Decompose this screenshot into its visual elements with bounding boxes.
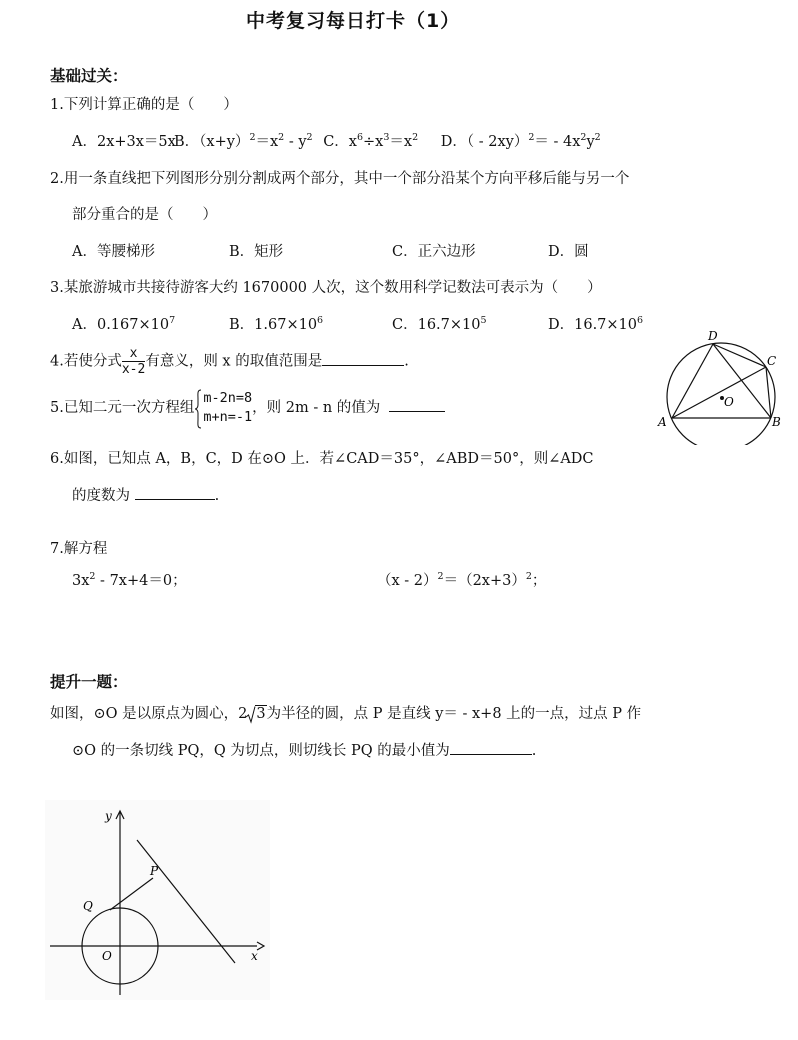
circle-figure	[655, 325, 785, 445]
label-x: x	[251, 949, 258, 963]
question-7-stem: 7.解方程	[50, 541, 108, 557]
label-q: Q	[83, 899, 93, 913]
q1-option-d: D．（ - $2xy)^2= - 4x^2y^2$	[440, 132, 601, 150]
label-y: y	[105, 809, 112, 823]
brace-icon	[194, 389, 202, 429]
q6-answer-blank[interactable]	[135, 485, 215, 500]
q4-fraction: $\frac{x}{x-2}$	[121, 346, 146, 377]
q2-option-a: A．等腰梯形	[72, 244, 155, 260]
q3-option-a: A．$0.167\times 10^7$	[72, 315, 176, 333]
label-a: A	[658, 415, 667, 429]
label-p: P	[150, 864, 159, 878]
label-b: B	[772, 415, 781, 429]
section-advanced-heading: 提升一题：	[50, 673, 128, 691]
q4-answer-blank[interactable]	[322, 351, 404, 366]
question-1-stem: 1.下列计算正确的是（ ）	[50, 97, 238, 113]
question-2-stem-line1: 2.用一条直线把下列图形分别分割成两个部分，其中一个部分沿某个方向平移后能与另一个	[50, 171, 630, 187]
segment-db	[713, 344, 771, 418]
label-c: C	[767, 354, 777, 368]
coordinate-figure	[45, 800, 270, 1000]
q2-option-d: D．圆	[548, 244, 589, 260]
question-6-line1: 6.如图，已知点 A，B，C，D 在⊙O 上．若∠CAD＝35°，∠ABD＝50°，则∠ADC	[50, 451, 594, 467]
q3-option-d: D．$16.7\times 10^6$	[548, 315, 644, 333]
question-6-line2: 的度数为 .	[72, 484, 219, 505]
q8-answer-blank[interactable]	[450, 740, 532, 755]
question-2-stem-line2: 部分重合的是（ ）	[72, 207, 217, 223]
circle-o	[667, 343, 775, 445]
q3-option-c: C．$16.7\times 10^5$	[392, 315, 487, 333]
label-o: O	[724, 395, 734, 409]
page-title: 中考复习每日打卡（1）	[246, 10, 461, 32]
question-3-stem: 3.某旅游城市共接待游客大约 1670000 人次，这个数用科学记数法可表示为（ ）	[50, 280, 602, 296]
q2-option-c: C．正六边形	[392, 244, 476, 260]
question-4: 4.若使分式 $\frac{x}{x-2}$ 有意义，则 x 的取值范围是 .	[50, 346, 409, 377]
label-d: D	[708, 329, 718, 343]
q7-equation-1: $3x^2 - 7x+4=0$；	[72, 571, 187, 589]
question-8-line1: 如图，⊙O 是以原点为圆心，2 3为半径的圆，点 P 是直线 y＝ - x+8 上的一点，过点 P 作	[50, 706, 642, 722]
q5-equation-system: m-2n=8 m+n=-1	[194, 389, 252, 427]
q1-option-a: A．2x+3x＝5x	[72, 134, 176, 150]
radical-icon	[246, 706, 256, 724]
question-5: 5.已知二元一次方程组 m-2n=8 m+n=-1 ，则 2m - n 的值为	[50, 389, 445, 427]
sqrt-3: 3	[247, 706, 266, 722]
q1-option-b: B．$(x+y)^2=x^2 - y^2$	[174, 132, 313, 150]
question-1-options	[72, 130, 601, 151]
label-o: O	[102, 949, 112, 963]
question-8-line2: ⊙O 的一条切线 PQ，Q 为切点，则切线长 PQ 的最小值为 .	[72, 739, 536, 760]
segment-dc	[713, 344, 766, 367]
q5-answer-blank[interactable]	[389, 397, 445, 412]
q7-equation-2: $(x - 2)^2=(2x+3)^2$；	[377, 571, 547, 589]
section-basic-heading: 基础过关：	[50, 67, 128, 85]
q1-option-c: C．$x^6\div x^3=x^2$	[323, 132, 419, 150]
q3-option-b: B．$1.67\times 10^6$	[229, 315, 324, 333]
q2-option-b: B．矩形	[229, 244, 284, 260]
